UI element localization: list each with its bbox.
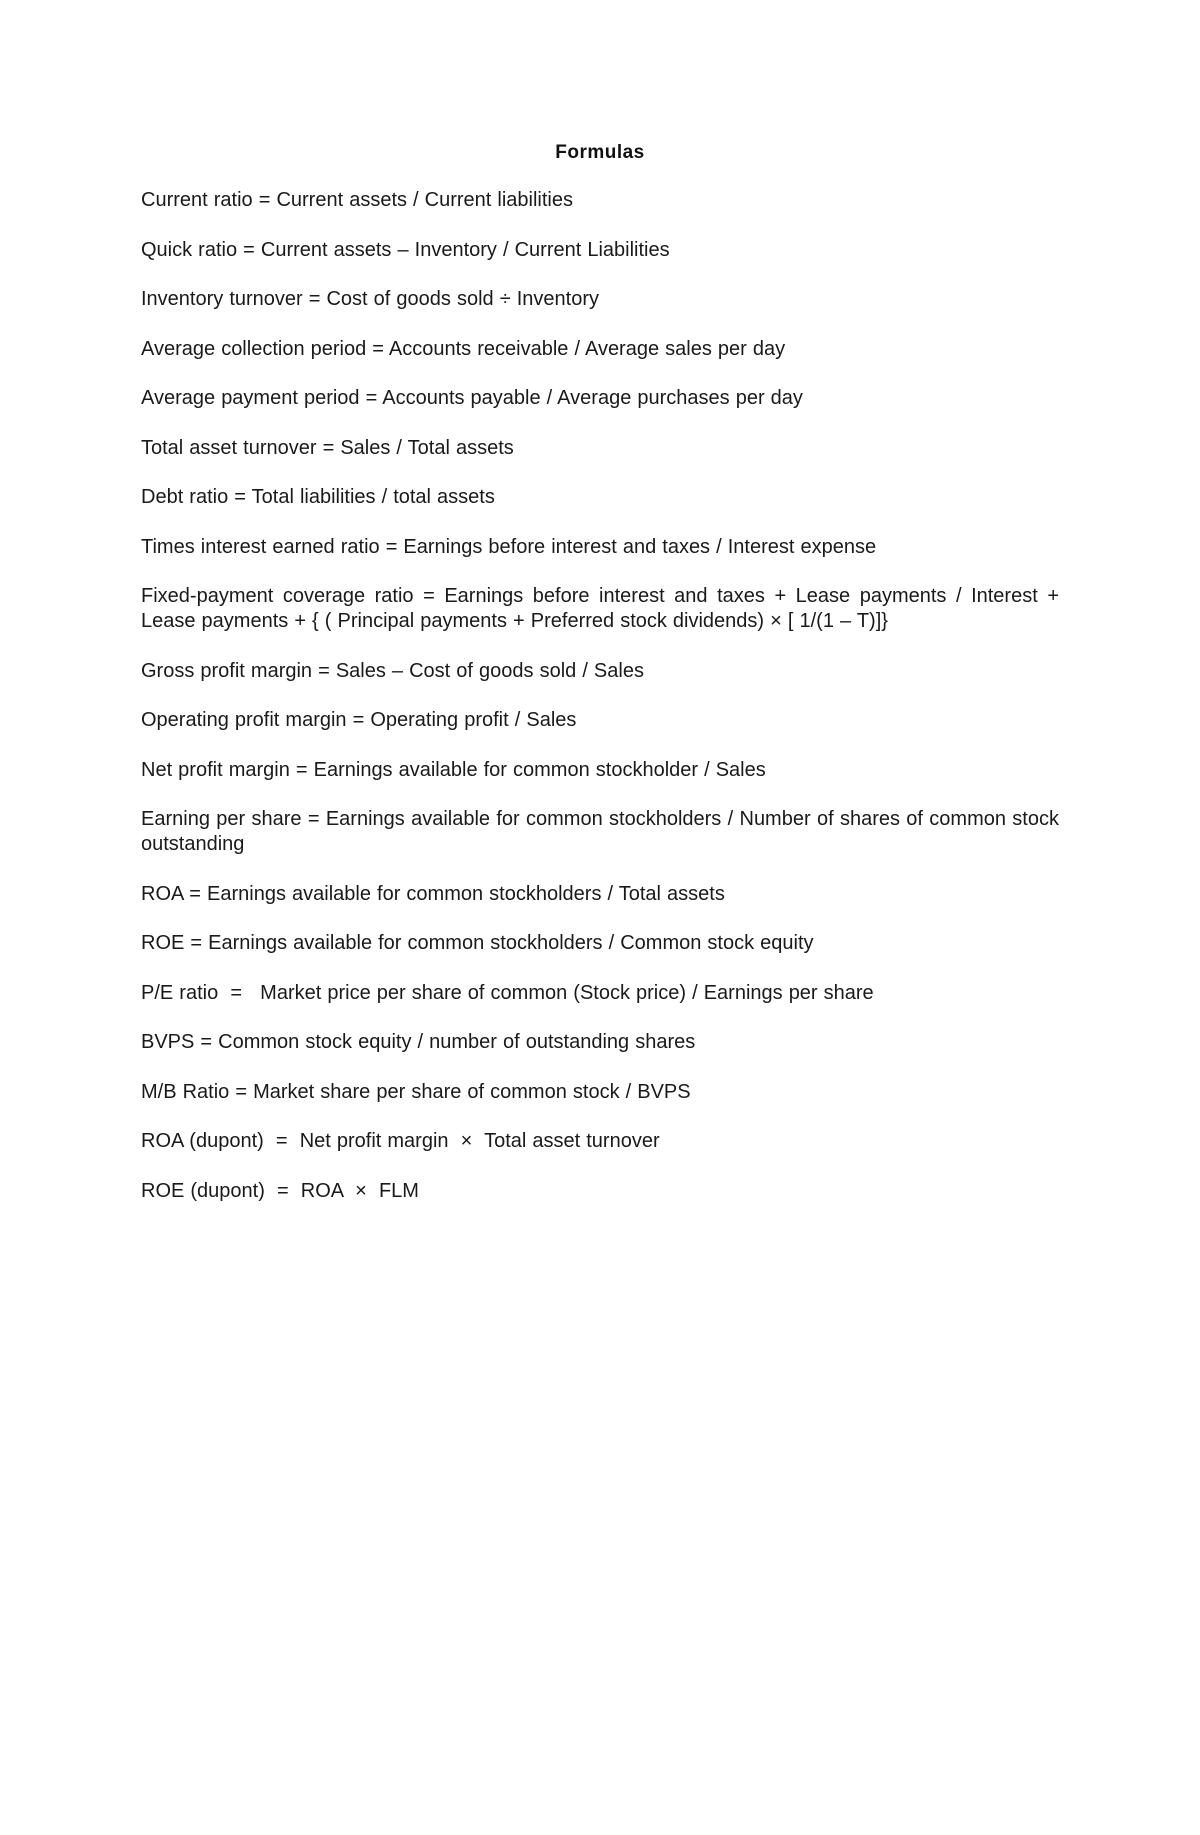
formula-quick-ratio: Quick ratio = Current assets – Inventory / Current Liabilities <box>141 238 670 261</box>
formula-roa: ROA = Earnings available for common stockholders / Total assets <box>141 882 725 905</box>
formula-mb-ratio: M/B Ratio = Market share per share of common stock / BVPS <box>141 1080 691 1103</box>
formula-roa-dupont: ROA (dupont) = Net profit margin × Total asset turnover <box>141 1130 660 1152</box>
formula-inventory-turnover: Inventory turnover = Cost of goods sold ÷ Inventory <box>141 288 599 310</box>
formula-average-collection-period: Average collection period = Accounts receivable / Average sales per day <box>141 337 786 360</box>
formula-roe-dupont: ROE (dupont) = ROA × FLM <box>141 1179 419 1202</box>
formula-net-profit-margin: Net profit margin = Earnings available for common stockholder / Sales <box>141 758 766 781</box>
formula-pe-ratio: P/E ratio = Market price per share of common (Stock price) / Earnings per share <box>141 981 874 1004</box>
formula-average-payment-period: Average payment period = Accounts payable / Average purchases per day <box>141 387 803 409</box>
formula-total-asset-turnover: Total asset turnover = Sales / Total assets <box>141 436 514 459</box>
formula-roe: ROE = Earnings available for common stockholders / Common stock equity <box>141 932 814 954</box>
document-title: Formulas <box>555 142 645 163</box>
formula-times-interest-earned: Times interest earned ratio = Earnings before interest and taxes / Interest expense <box>141 535 877 558</box>
formula-bvps: BVPS = Common stock equity / number of outstanding shares <box>141 1031 696 1053</box>
formula-list <box>141 188 1066 1228</box>
formula-earning-per-share: Earning per share = Earnings available for common stockholders / Number of shares of common stock outstanding <box>141 808 1066 855</box>
formula-fixed-payment-coverage: Fixed-payment coverage ratio = Earnings before interest and taxes + Lease payments / Interest + Lease payments + { ( Principal payments + Preferred stock dividends) × [ 1/(1 – T)]} <box>141 585 1066 632</box>
formula-debt-ratio: Debt ratio = Total liabilities / total assets <box>141 486 495 508</box>
formula-operating-profit-margin: Operating profit margin = Operating profit / Sales <box>141 709 577 731</box>
formula-gross-profit-margin: Gross profit margin = Sales – Cost of goods sold / Sales <box>141 659 644 682</box>
formula-current-ratio: Current ratio = Current assets / Current liabilities <box>141 189 573 211</box>
